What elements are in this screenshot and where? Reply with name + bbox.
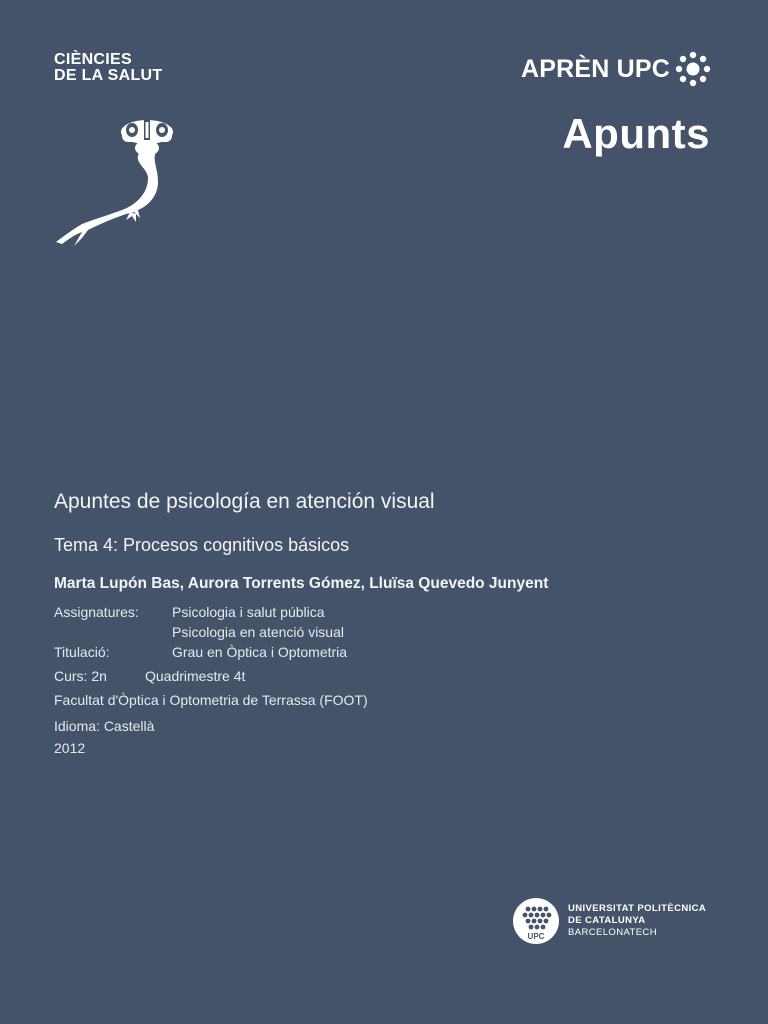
curs-value: Curs: 2n [54,668,107,684]
brand-name: APRÈN UPC [520,54,670,83]
faculty-line1: CIÈNCIES [54,51,132,68]
document-title: Apuntes de psicología en atención visual [54,490,435,513]
assignatures-label: Assignatures: [54,604,139,620]
faculty-name [54,52,162,84]
document-topic: Tema 4: Procesos cognitivos básicos [54,535,350,555]
titulacio-row [54,644,347,660]
facultat-row: Facultat d'Òptica i Optometria de Terrassa (FOOT) [54,692,368,708]
univ-line3: BARCELONATECH [568,927,657,938]
assignatura-1: Psicologia i salut pública [172,604,325,620]
univ-line1: UNIVERSITAT POLITÈCNICA [568,903,707,914]
document-authors: Marta Lupón Bas, Aurora Torrents Gómez, Lluïsa Quevedo Junyent [54,575,549,592]
curs-row [54,668,245,684]
brand-block [521,50,712,88]
titulacio-value: Grau en Òptica i Optometria [172,644,348,660]
idioma-row [54,718,154,734]
quadrimestre-value: Quadrimestre 4t [145,668,246,684]
owl-crest-emblem-icon [52,112,182,248]
titulacio-label: Titulació: [54,644,110,660]
faculty-line2: DE LA SALUT [54,67,163,84]
assignatura-2: Psicologia en atenció visual [172,624,344,640]
assignatures-row-2 [54,624,344,640]
assignatures-row-1 [54,604,325,620]
upc-seal-icon [513,898,559,944]
idioma-value: Castellà [103,718,155,734]
year: 2012 [54,740,86,756]
collection-title: Apunts [562,110,710,157]
seal-text: UPC [527,932,545,941]
univ-line2: DE CATALUNYA [568,915,646,926]
idioma-label: Idioma: [54,718,100,734]
university-name [568,903,706,939]
sun-dots-icon [674,50,712,88]
